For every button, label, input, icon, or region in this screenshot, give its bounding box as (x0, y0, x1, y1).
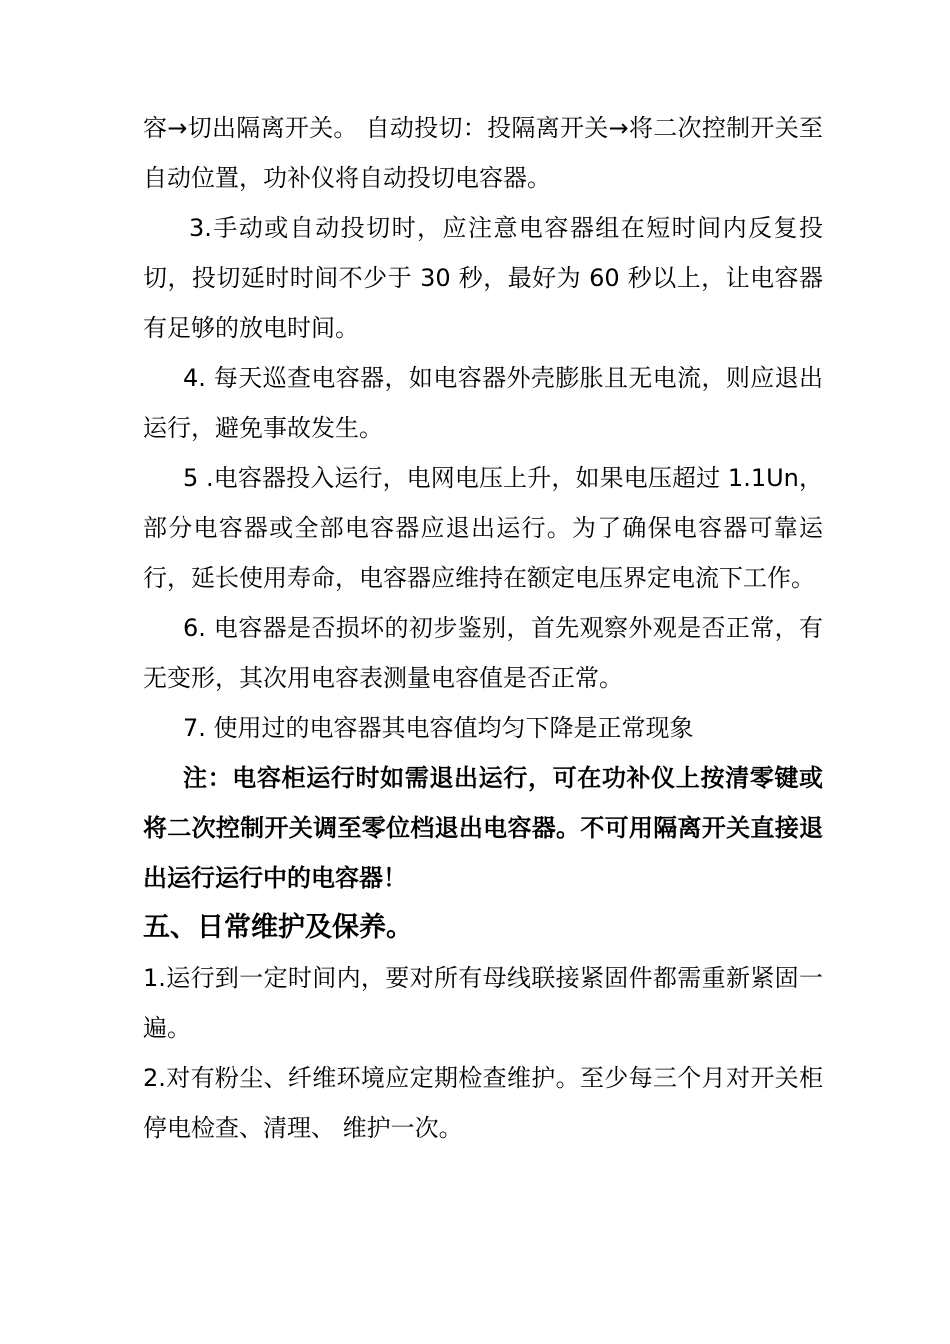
section-5-item-1: 1.运行到一定时间内，要对所有母线联接紧固件都需重新紧固一遍。 (143, 964, 823, 1042)
section-5-item-2: 2.对有粉尘、纤维环境应定期检查维护。至少每三个月对开关柜停电检查、清理、 维护一次。 (143, 1064, 823, 1142)
document-page (143, 103, 823, 1153)
paragraph-5: 5 .电容器投入运行，电网电压上升，如果电压超过 1.1Un，部分电容器或全部电容器应退出运行。为了确保电容器可靠运行，延长使用寿命，电容器应维持在额定电压界定电流下工作。 (143, 464, 823, 592)
paragraph-6: 6. 电容器是否损坏的初步鉴别，首先观察外观是否正常，有无变形，其次用电容表测量电容值是否正常。 (143, 614, 823, 692)
paragraph-3: 3.手动或自动投切时，应注意电容器组在短时间内反复投切，投切延时时间不少于 30 秒，最好为 60 秒以上，让电容器有足够的放电时间。 (143, 214, 823, 342)
paragraph-7: 7. 使用过的电容器其电容值均匀下降是正常现象 (183, 714, 694, 742)
paragraph-intro: 容→切出隔离开关。 自动投切：投隔离开关→将二次控制开关至自动位置，功补仪将自动投切电容器。 (143, 114, 823, 192)
note-paragraph: 注：电容柜运行时如需退出运行，可在功补仪上按清零键或将二次控制开关调至零位档退出电容器。不可用隔离开关直接退出运行运行中的电容器！ (143, 764, 823, 892)
section-5-heading: 五、日常维护及保养。 (143, 912, 413, 943)
paragraph-4: 4. 每天巡查电容器，如电容器外壳膨胀且无电流，则应退出运行，避免事故发生。 (143, 364, 823, 442)
